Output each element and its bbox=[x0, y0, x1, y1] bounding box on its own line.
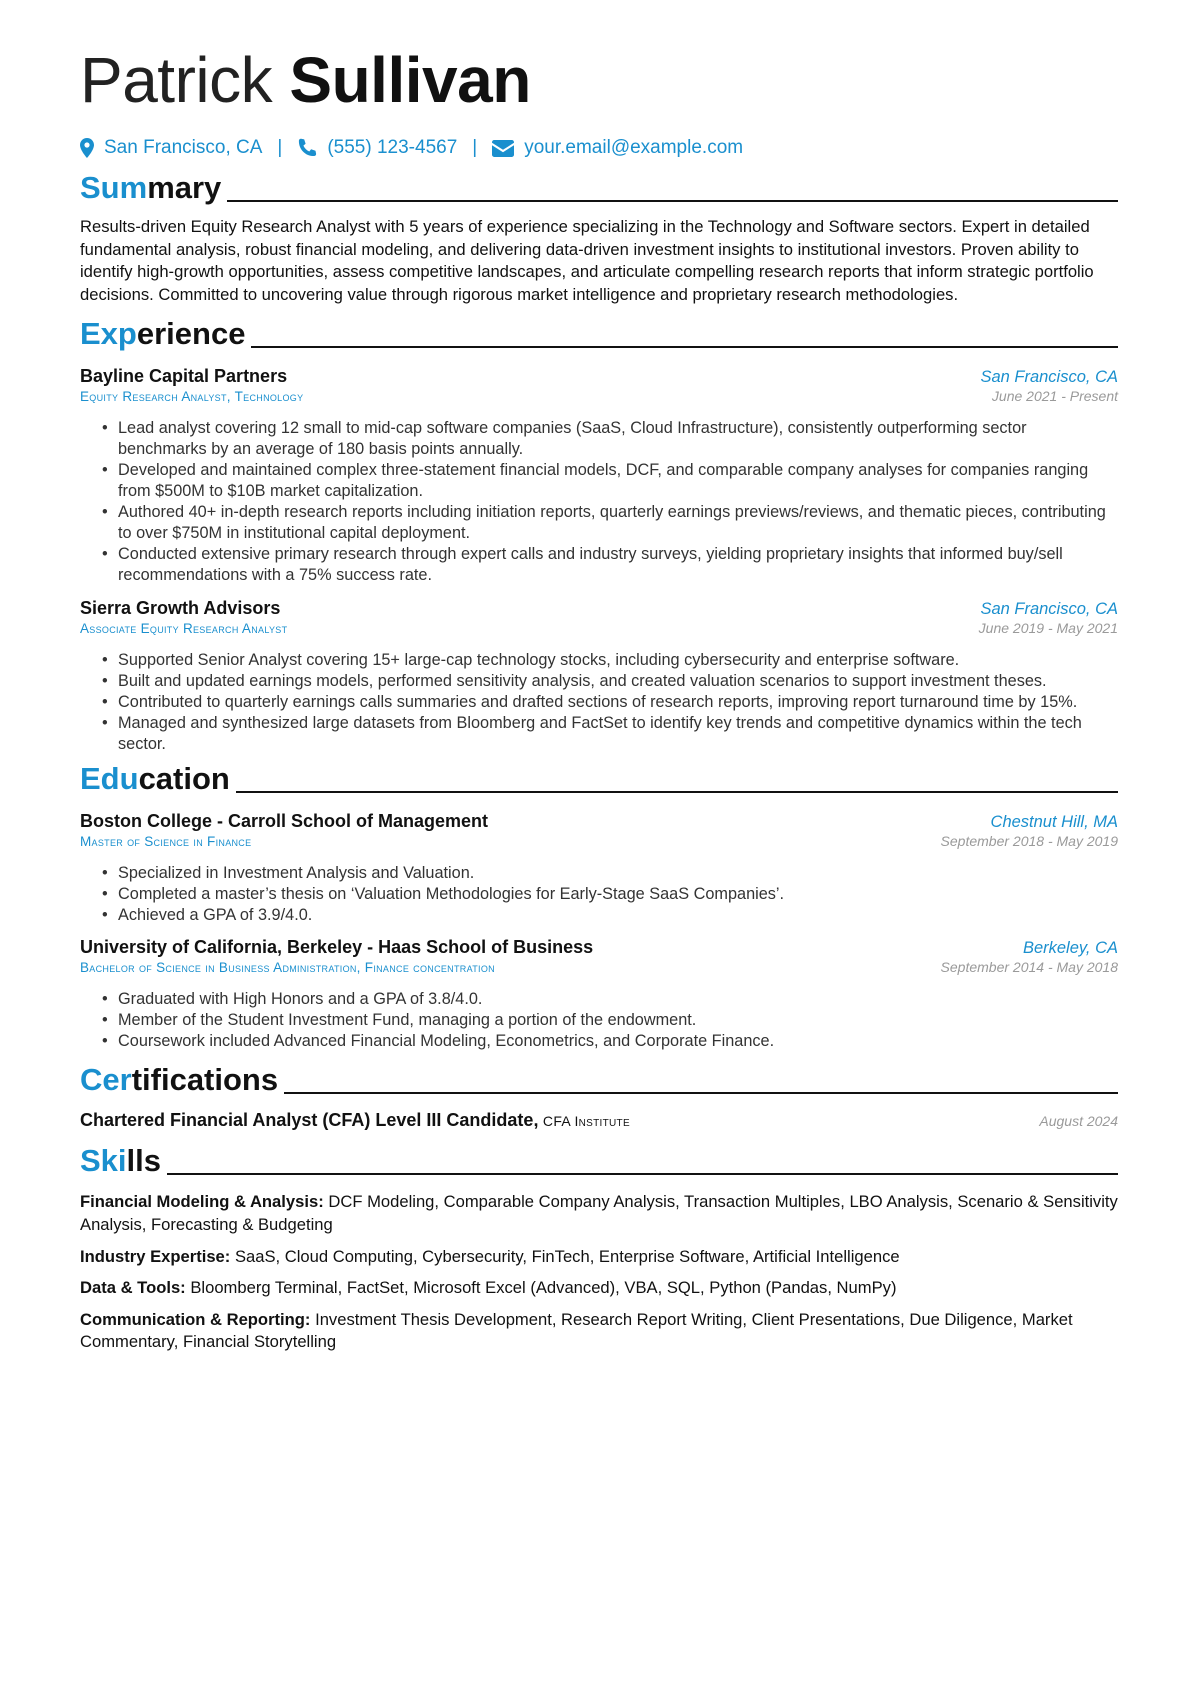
skill-label: Financial Modeling & Analysis: bbox=[80, 1192, 324, 1212]
section-rule bbox=[167, 1173, 1118, 1175]
certification-date: August 2024 bbox=[1039, 1113, 1118, 1130]
resume-page bbox=[80, 44, 1118, 1354]
experience-entry bbox=[80, 598, 1118, 755]
skill-group bbox=[80, 1309, 1118, 1354]
school-name: Boston College - Carroll School of Management bbox=[80, 811, 489, 832]
education-entry bbox=[80, 937, 1118, 1052]
first-name: Patrick bbox=[80, 44, 273, 116]
section-title: Summary bbox=[80, 170, 222, 205]
entry-location: San Francisco, CA bbox=[980, 368, 1118, 387]
job-title: Associate Equity Research Analyst bbox=[80, 621, 288, 637]
skill-values: Bloomberg Terminal, FactSet, Microsoft Excel (Advanced), VBA, SQL, Python (Pandas, NumPy) bbox=[190, 1278, 897, 1298]
section-rule bbox=[236, 791, 1118, 793]
degree: Bachelor of Science in Business Administration, Finance concentration bbox=[80, 960, 495, 976]
list-item: • Coursework included Advanced Financial Modeling, Econometrics, and Corporate Finance. bbox=[118, 1031, 1118, 1052]
list-item: • Conducted extensive primary research through expert calls and industry surveys, yielding proprietary insights that informed buy/sell recommendations with a 75% success rate. bbox=[118, 544, 1118, 586]
employer-name: Sierra Growth Advisors bbox=[80, 598, 281, 619]
list-item: • Graduated with High Honors and a GPA of 3.8/4.0. bbox=[118, 989, 1118, 1010]
section-heading-summary bbox=[80, 166, 1118, 206]
certification-entry: Chartered Financial Analyst (CFA) Level III Candidate, CFA Institute August 2024 bbox=[80, 1110, 1118, 1131]
contact-separator: | bbox=[472, 137, 478, 158]
contact-phone[interactable] bbox=[297, 137, 457, 159]
bullet-list bbox=[80, 863, 1118, 926]
envelope-icon bbox=[492, 140, 514, 157]
summary-text: Results-driven Equity Research Analyst with 5 years of experience specializing in the Technology and Software sectors. Expert in detailed fundamental analysis, robust financial modeling, and delivering data-driven investment insights to institutional investors. Proven ability to identify high-growth opportunities, assess competitive landscapes, and articulate compelling research reports that inform strategic portfolio decisions. Committed to uncovering value through rigorous market intelligence and proprietary research methodologies. bbox=[80, 217, 1094, 304]
entry-location: San Francisco, CA bbox=[980, 600, 1118, 619]
education-entry bbox=[80, 811, 1118, 926]
bullet-list bbox=[80, 989, 1118, 1052]
candidate-name bbox=[80, 44, 1118, 116]
section-title: Skills bbox=[80, 1143, 161, 1179]
section-title: Certifications bbox=[80, 1062, 279, 1098]
last-name: Sullivan bbox=[289, 44, 531, 116]
list-item: • Authored 40+ in-depth research reports including initiation reports, quarterly earnings previews/reviews, and thematic pieces, contributing to over $750M in institutional capital deployment. bbox=[118, 502, 1118, 544]
phone-icon bbox=[297, 138, 317, 158]
section-title: Education bbox=[80, 761, 230, 797]
entry-dates: September 2014 - May 2018 bbox=[940, 959, 1118, 976]
bullet-list bbox=[80, 650, 1118, 755]
skill-group bbox=[80, 1191, 1118, 1236]
entry-dates: September 2018 - May 2019 bbox=[940, 833, 1118, 850]
section-rule bbox=[227, 200, 1118, 202]
list-item: • Managed and synthesized large datasets from Bloomberg and FactSet to identify key trends and competitive dynamics within the tech sector. bbox=[118, 713, 1118, 755]
section-rule bbox=[284, 1092, 1118, 1094]
employer-name: Bayline Capital Partners bbox=[80, 366, 288, 387]
certification-institution: CFA Institute bbox=[542, 1113, 630, 1130]
skill-label: Communication & Reporting: bbox=[80, 1309, 311, 1329]
bullet-list bbox=[80, 418, 1118, 586]
certification-name: Chartered Financial Analyst (CFA) Level III Candidate bbox=[80, 1110, 534, 1131]
phone-text: (555) 123-4567 bbox=[327, 137, 458, 158]
skill-values: SaaS, Cloud Computing, Cybersecurity, FinTech, Enterprise Software, Artificial Intelligence bbox=[234, 1246, 900, 1266]
contact-line bbox=[80, 134, 1118, 162]
entry-location: Chestnut Hill, MA bbox=[990, 813, 1118, 832]
section-rule bbox=[251, 346, 1118, 348]
skill-values: DCF Modeling, Comparable Company Analysis, Transaction Multiples, LBO Analysis, Scenario & Sensitivity Analysis, Forecasting & Budgeting bbox=[80, 1192, 1118, 1234]
entry-location: Berkeley, CA bbox=[1022, 939, 1118, 958]
section-heading-education bbox=[80, 757, 1118, 797]
list-item: • Supported Senior Analyst covering 15+ large-cap technology stocks, including cybersecurity and enterprise software. bbox=[118, 650, 1118, 671]
degree: Master of Science in Finance bbox=[80, 834, 252, 850]
list-item: • Contributed to quarterly earnings calls summaries and drafted sections of research reports, improving report turnaround time by 15%. bbox=[118, 692, 1118, 713]
section-heading-skills bbox=[80, 1139, 1118, 1179]
list-item: • Completed a master’s thesis on ‘Valuation Methodologies for Early-Stage SaaS Companies’. bbox=[118, 884, 1118, 905]
entry-dates: June 2019 - May 2021 bbox=[978, 620, 1118, 637]
school-name: University of California, Berkeley - Haas School of Business bbox=[80, 937, 594, 958]
section-title: Experience bbox=[80, 316, 246, 352]
list-item: • Achieved a GPA of 3.9/4.0. bbox=[118, 905, 1118, 926]
list-item: • Specialized in Investment Analysis and Valuation. bbox=[118, 863, 1118, 884]
experience-entry bbox=[80, 366, 1118, 586]
list-item: • Built and updated earnings models, performed sensitivity analysis, and created valuation scenarios to support investment theses. bbox=[118, 671, 1118, 692]
section-heading-experience bbox=[80, 312, 1118, 352]
skill-values: Investment Thesis Development, Research Report Writing, Client Presentations, Due Diligence, Market Commentary, Financial Storytelling bbox=[80, 1309, 1073, 1352]
map-marker-icon bbox=[80, 138, 94, 158]
list-item: • Developed and maintained complex three-statement financial models, DCF, and comparable company analyses for companies ranging from $500M to $10B market capitalization. bbox=[118, 460, 1118, 502]
skill-group bbox=[80, 1246, 1118, 1269]
entry-dates: June 2021 - Present bbox=[991, 388, 1118, 405]
contact-email[interactable] bbox=[492, 137, 743, 159]
section-heading-certifications bbox=[80, 1058, 1118, 1098]
job-title: Equity Research Analyst, Technology bbox=[80, 389, 304, 405]
skill-label: Data & Tools: bbox=[80, 1278, 186, 1298]
list-item: • Lead analyst covering 12 small to mid-cap software companies (SaaS, Cloud Infrastructure), consistently outperforming sector benchmarks by an average of 180 basis points annually. bbox=[118, 418, 1118, 460]
contact-separator: | bbox=[277, 137, 283, 158]
skill-group bbox=[80, 1277, 1118, 1300]
skill-label: Industry Expertise: bbox=[80, 1246, 231, 1266]
location-text: San Francisco, CA bbox=[104, 137, 263, 158]
email-link: your.email@example.com bbox=[524, 137, 744, 158]
list-item: • Member of the Student Investment Fund, managing a portion of the endowment. bbox=[118, 1010, 1118, 1031]
contact-location bbox=[80, 137, 262, 159]
